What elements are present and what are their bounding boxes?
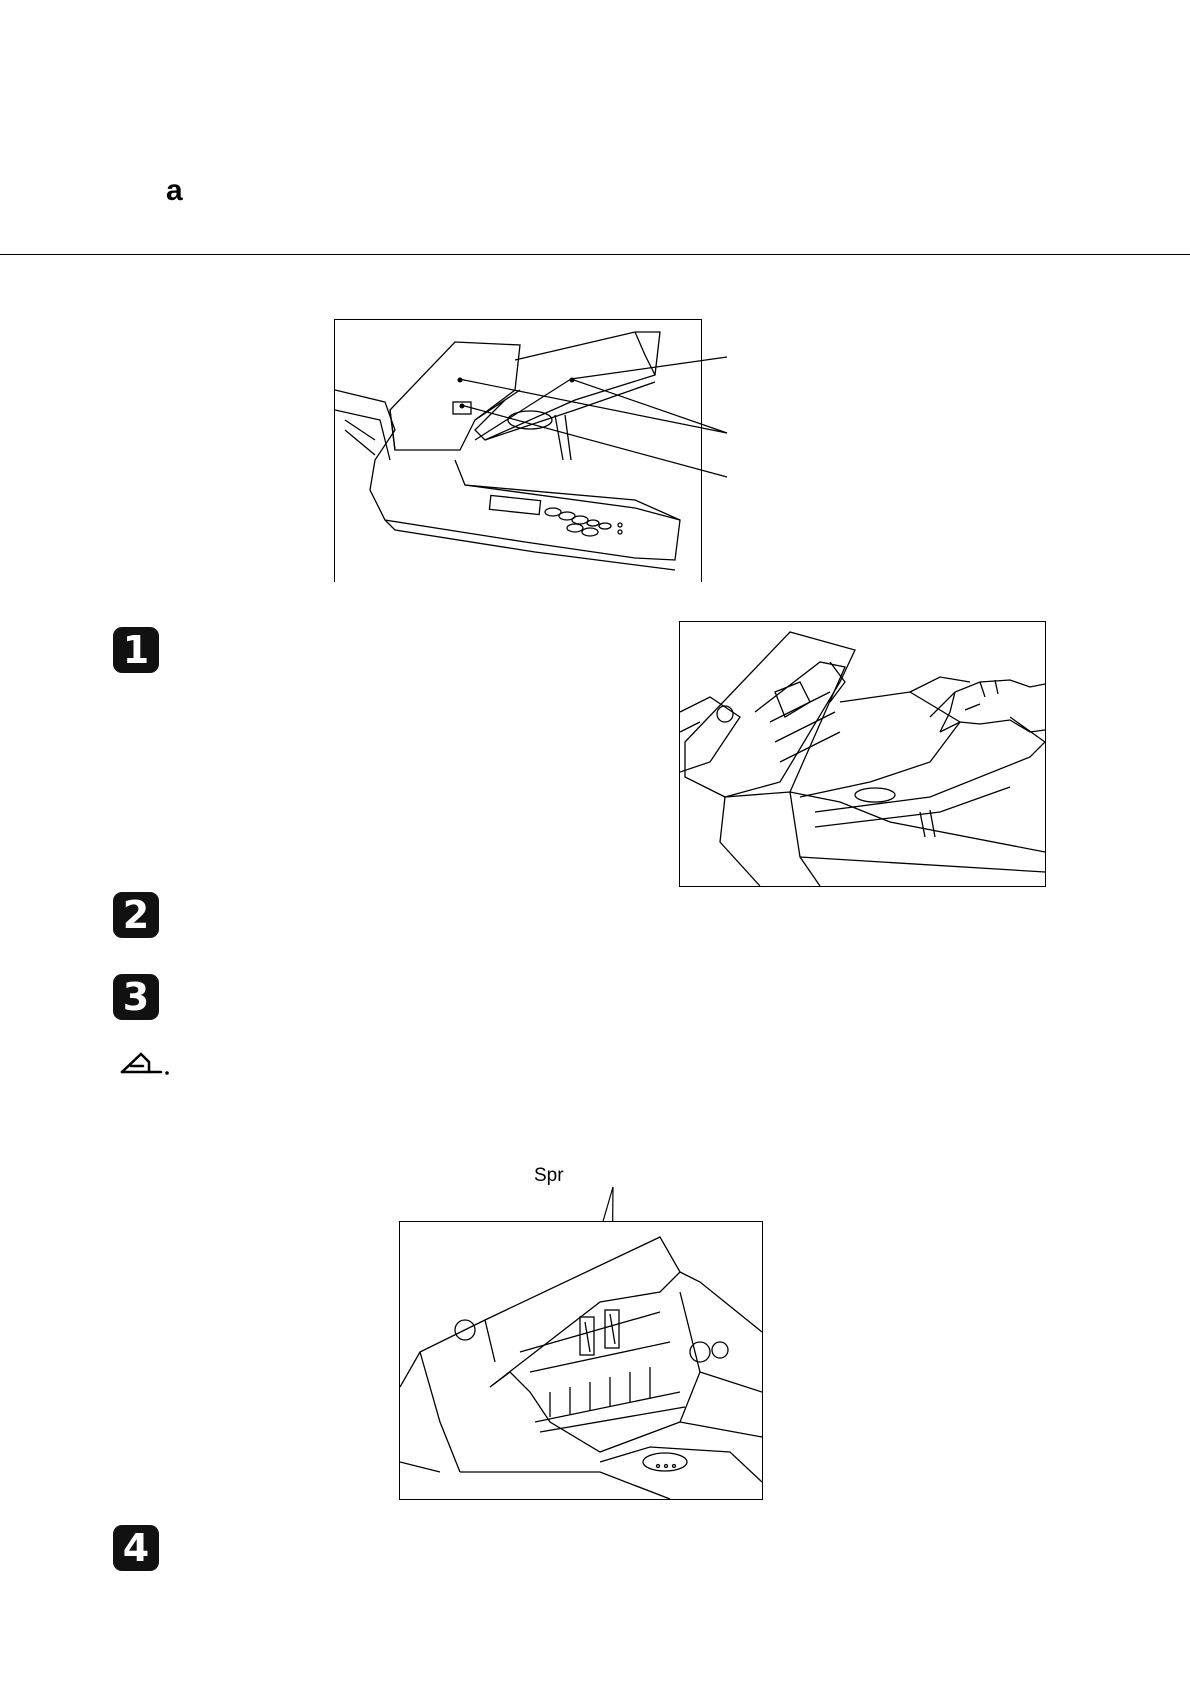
section-letter: a bbox=[166, 174, 183, 207]
scanner-rollers-illustration bbox=[400, 1222, 762, 1499]
scanner-open-cover-hand-illustration bbox=[680, 622, 1045, 886]
step-4-badge: 4 bbox=[113, 1525, 159, 1571]
header-rule bbox=[0, 254, 1190, 255]
rollers-callout-label: Spr bbox=[534, 1165, 564, 1186]
open-cover-figure bbox=[679, 621, 1046, 887]
scanner-adf-illustration bbox=[335, 320, 701, 582]
step-2-badge: 2 bbox=[113, 892, 159, 938]
rollers-figure bbox=[399, 1221, 763, 1500]
scanner-overview-figure bbox=[334, 319, 702, 582]
step-3-badge: 3 bbox=[113, 974, 159, 1020]
note-pencil-icon bbox=[119, 1050, 173, 1076]
step-1-badge: 1 bbox=[113, 627, 159, 673]
